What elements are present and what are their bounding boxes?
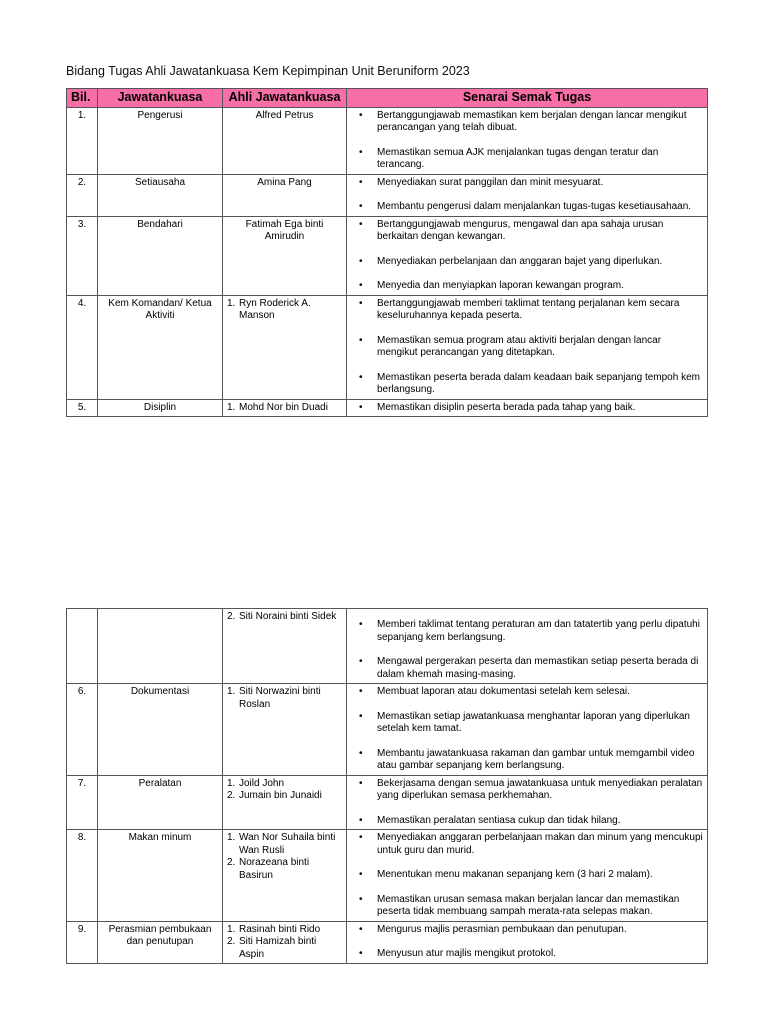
member-number: 2. xyxy=(227,936,236,947)
member-cell xyxy=(223,399,347,417)
task-list xyxy=(351,219,703,293)
task-item: • Menyedia dan menyiapkan laporan kewangan program. xyxy=(377,280,703,293)
task-item: • Bertanggungjawab mengurus, mengawal dan apa sahaja urusan berkaitan dengan kewangan. xyxy=(377,219,703,244)
row-number: 6. xyxy=(67,684,98,776)
row-number: 8. xyxy=(67,830,98,922)
table-row xyxy=(67,775,708,830)
table-row xyxy=(67,174,708,216)
tasks-cell xyxy=(347,775,708,830)
task-list xyxy=(351,177,703,214)
member-list xyxy=(227,611,342,624)
task-item: • Memastikan semua program atau aktiviti berjalan dengan lancar mengikut perancangan yang ditetapkan. xyxy=(377,335,703,360)
member-list xyxy=(227,686,342,711)
member-cell xyxy=(223,295,347,399)
task-item: • Mengawal pergerakan peserta dan memastikan setiap peserta berada di dalam khemah masing-masing. xyxy=(377,656,703,681)
committee-name: Perasmian pembukaan dan penutupan xyxy=(98,921,223,964)
member-number: 1. xyxy=(227,777,236,789)
task-list xyxy=(351,619,703,681)
member-cell: Amina Pang xyxy=(223,174,347,216)
committee-name: Pengerusi xyxy=(98,107,223,174)
task-item: • Membantu pengerusi dalam menjalankan tugas-tugas kesetiausahaan. xyxy=(377,201,703,214)
task-item: • Memastikan semua AJK menjalankan tugas dengan teratur dan terancang. xyxy=(377,147,703,172)
tasks-cell xyxy=(347,830,708,922)
tasks-cell xyxy=(347,216,708,295)
task-item: • Bertanggungjawab memberi taklimat tentang perjalanan kem secara keseluruhannya kepada peserta. xyxy=(377,298,703,323)
member-list xyxy=(227,298,342,323)
task-item: • Menyediakan perbelanjaan dan anggaran bajet yang diperlukan. xyxy=(377,256,703,269)
table-row xyxy=(67,216,708,295)
header-ahli: Ahli Jawatankuasa xyxy=(223,89,347,108)
tasks-cell xyxy=(347,609,708,684)
task-item: • Memberi taklimat tentang peraturan am dan tatatertib yang perlu dipatuhi sepanjang kem berlangsung. xyxy=(377,619,703,644)
table-row-continuation xyxy=(67,609,708,684)
member-number: 2. xyxy=(227,790,236,801)
task-item: • Memastikan peralatan sentiasa cukup dan tidak hilang. xyxy=(377,815,703,828)
row-number: 4. xyxy=(67,295,98,399)
table-header-row xyxy=(67,89,708,108)
member-cell: Fatimah Ega binti Amirudin xyxy=(223,216,347,295)
tasks-cell xyxy=(347,295,708,399)
tasks-cell xyxy=(347,921,708,964)
committee-name: Setiausaha xyxy=(98,174,223,216)
member-number: 1. xyxy=(227,923,236,935)
task-item: • Memastikan disiplin peserta berada pada tahap yang baik. xyxy=(377,402,703,415)
member-list xyxy=(227,778,342,803)
task-list xyxy=(351,924,703,961)
committee-name: Peralatan xyxy=(98,775,223,830)
table-row xyxy=(67,107,708,174)
committee-table-part-2 xyxy=(66,608,708,964)
table-row xyxy=(67,684,708,776)
task-item: • Memastikan setiap jawatankuasa menghantar laporan yang diperlukan setelah kem tamat. xyxy=(377,711,703,736)
committee-name: Disiplin xyxy=(98,399,223,417)
committee-table-part-1 xyxy=(66,88,708,417)
tasks-cell xyxy=(347,684,708,776)
member-item: 1. Wan Nor Suhaila binti Wan Rusli xyxy=(227,832,336,856)
task-list xyxy=(351,778,703,828)
task-item: • Memastikan urusan semasa makan berjalan lancar dan memastikan peserta tidak membuang sampah merata-rata selepas makan. xyxy=(377,894,703,919)
task-item: • Mengurus majlis perasmian pembukaan dan penutupan. xyxy=(377,924,703,937)
member-item: 2. Siti Noraini binti Sidek xyxy=(227,611,337,622)
task-item: • Membuat laporan atau dokumentasi setelah kem selesai. xyxy=(377,686,703,699)
member-list xyxy=(227,924,342,962)
tasks-cell xyxy=(347,107,708,174)
tasks-cell xyxy=(347,174,708,216)
task-list xyxy=(351,686,703,773)
member-item: 2. Siti Hamizah binti Aspin xyxy=(227,936,317,960)
task-item: • Bertanggungjawab memastikan kem berjalan dengan lancar mengikut perancangan yang telah dibuat. xyxy=(377,110,703,135)
task-item: • Menyusun atur majlis mengikut protokol. xyxy=(377,948,703,961)
task-item: • Menyediakan surat panggilan dan minit mesyuarat. xyxy=(377,177,703,190)
member-item: 1. Rasinah binti Rido xyxy=(227,923,321,935)
header-jawatankuasa: Jawatankuasa xyxy=(98,89,223,108)
task-list xyxy=(351,832,703,919)
member-cell xyxy=(223,684,347,776)
member-cell xyxy=(223,830,347,922)
task-item: • Menyediakan anggaran perbelanjaan makan dan minum yang mencukupi untuk guru dan murid. xyxy=(377,832,703,857)
member-item: 1. Siti Norwazini binti Roslan xyxy=(227,686,321,710)
table-row xyxy=(67,399,708,417)
committee-name: Kem Komandan/ Ketua Aktiviti xyxy=(98,295,223,399)
member-cell: Alfred Petrus xyxy=(223,107,347,174)
tasks-cell xyxy=(347,399,708,417)
task-list xyxy=(351,402,703,415)
member-number: 2. xyxy=(227,857,236,868)
header-bil: Bil. xyxy=(67,89,98,108)
row-number-empty xyxy=(67,609,98,684)
row-number: 7. xyxy=(67,775,98,830)
header-tugas: Senarai Semak Tugas xyxy=(347,89,708,108)
member-number: 1. xyxy=(227,297,236,309)
task-item: • Menentukan menu makanan sepanjang kem (3 hari 2 malam). xyxy=(377,869,703,882)
member-number: 1. xyxy=(227,686,236,697)
table-row xyxy=(67,830,708,922)
table-row xyxy=(67,295,708,399)
row-number: 1. xyxy=(67,107,98,174)
task-list xyxy=(351,110,703,172)
member-number: 1. xyxy=(227,401,236,413)
member-item: 1. Ryn Roderick A. Manson xyxy=(227,297,311,321)
member-item: 1. Mohd Nor bin Duadi xyxy=(227,401,328,413)
member-cell xyxy=(223,775,347,830)
row-number: 3. xyxy=(67,216,98,295)
member-number: 1. xyxy=(227,832,236,843)
member-cell xyxy=(223,921,347,964)
task-item: • Membantu jawatankuasa rakaman dan gambar untuk memgambil video atau gambar sepanjang kem berlangsung. xyxy=(377,748,703,773)
member-list xyxy=(227,402,342,415)
committee-name: Makan minum xyxy=(98,830,223,922)
member-list xyxy=(227,832,342,882)
document-title: Bidang Tugas Ahli Jawatankuasa Kem Kepimpinan Unit Beruniform 2023 xyxy=(66,64,470,78)
row-number: 5. xyxy=(67,399,98,417)
task-item: • Bekerjasama dengan semua jawatankuasa untuk menyediakan peralatan yang diperlukan semasa perkhemahan. xyxy=(377,778,703,803)
member-item: 1. Joild John xyxy=(227,777,285,789)
task-item: • Memastikan peserta berada dalam keadaan baik sepanjang tempoh kem berlangsung. xyxy=(377,372,703,397)
table-row xyxy=(67,921,708,964)
committee-name: Bendahari xyxy=(98,216,223,295)
committee-name-empty xyxy=(98,609,223,684)
row-number: 2. xyxy=(67,174,98,216)
member-number: 2. xyxy=(227,611,236,622)
member-cell xyxy=(223,609,347,684)
member-item: 2. Norazeana binti Basirun xyxy=(227,857,310,881)
committee-name: Dokumentasi xyxy=(98,684,223,776)
row-number: 9. xyxy=(67,921,98,964)
task-list xyxy=(351,298,703,397)
member-item: 2. Jumain bin Junaidi xyxy=(227,790,322,801)
